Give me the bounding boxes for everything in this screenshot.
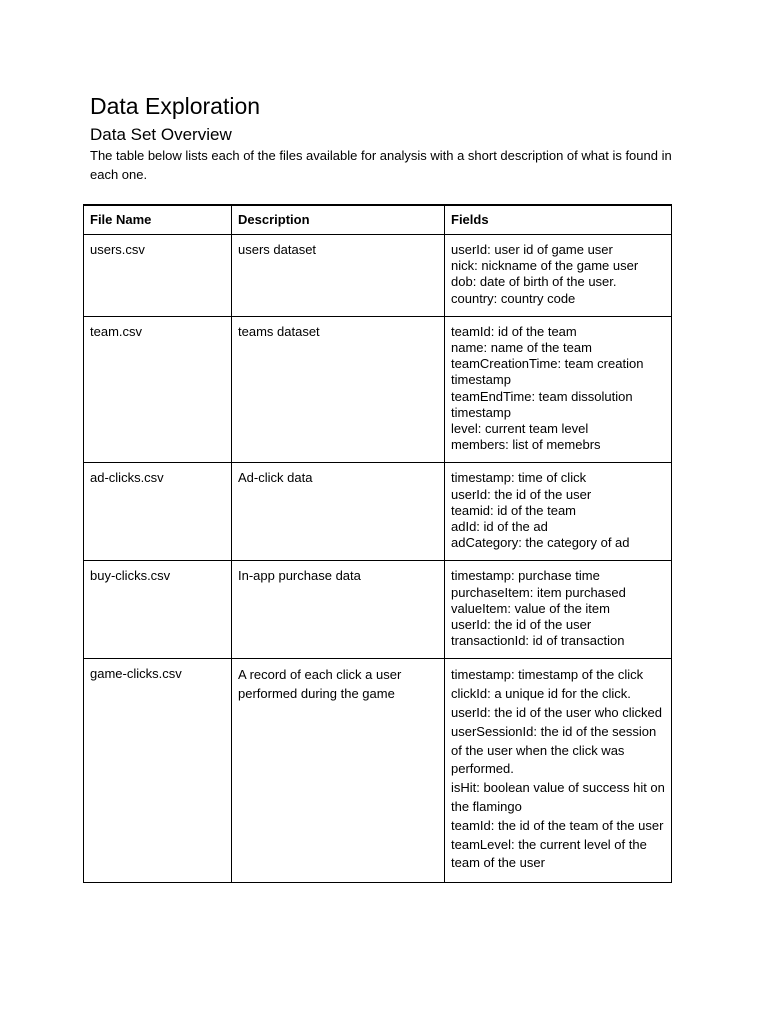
field-line: adId: id of the ad bbox=[451, 519, 548, 535]
field-line: teamLevel: the current level of the team of the user bbox=[451, 836, 647, 871]
description-cell: Ad-click data bbox=[232, 463, 445, 561]
field-line: clickId: a unique id for the click. bbox=[451, 686, 631, 702]
fields-cell bbox=[445, 659, 672, 883]
description-cell: users dataset bbox=[232, 235, 445, 317]
field-line: country: country code bbox=[451, 290, 576, 306]
description-cell: In-app purchase data bbox=[232, 561, 445, 659]
field-line: dob: date of birth of the user. bbox=[451, 274, 617, 290]
fields-cell bbox=[445, 235, 672, 317]
field-line: timestamp: timestamp of the click bbox=[451, 667, 644, 683]
field-line: teamid: id of the team bbox=[451, 502, 577, 518]
file-name-cell: game-clicks.csv bbox=[84, 659, 232, 883]
intro-paragraph: The table below lists each of the files available for analysis with a short description of what is found in each one. bbox=[90, 148, 672, 182]
field-line: timestamp: time of click bbox=[451, 470, 587, 486]
files-table bbox=[83, 204, 672, 883]
field-line: timestamp: purchase time bbox=[451, 568, 600, 584]
field-line: userId: user id of game user bbox=[451, 242, 613, 257]
table-row bbox=[84, 463, 672, 561]
fields-cell bbox=[445, 316, 672, 463]
file-name-cell: buy-clicks.csv bbox=[84, 561, 232, 659]
header-fields: Fields bbox=[445, 205, 672, 235]
field-line: nick: nickname of the game user bbox=[451, 258, 639, 274]
field-line: userId: the id of the user bbox=[451, 617, 592, 633]
table-row bbox=[84, 316, 672, 463]
table-header-row bbox=[84, 205, 672, 235]
description-cell: A record of each click a user performed during the game bbox=[232, 659, 445, 883]
field-line: teamCreationTime: team creation timestamp bbox=[451, 356, 644, 388]
field-line: purchaseItem: item purchased bbox=[451, 584, 626, 600]
field-line: userId: the id of the user who clicked bbox=[451, 705, 663, 721]
field-line: adCategory: the category of ad bbox=[451, 535, 630, 551]
fields-cell bbox=[445, 463, 672, 561]
field-line: transactionId: id of transaction bbox=[451, 633, 625, 649]
table-row bbox=[84, 659, 672, 883]
description-cell: teams dataset bbox=[232, 316, 445, 463]
table-row bbox=[84, 561, 672, 659]
field-line: userSessionId: the id of the session of the user when the click was performed. bbox=[451, 723, 657, 777]
field-line: level: current team level bbox=[451, 421, 589, 437]
file-name-cell: team.csv bbox=[84, 316, 232, 463]
field-line: name: name of the team bbox=[451, 340, 592, 356]
field-line: userId: the id of the user bbox=[451, 486, 592, 502]
table-row bbox=[84, 235, 672, 317]
header-description: Description bbox=[232, 205, 445, 235]
header-file-name: File Name bbox=[84, 205, 232, 235]
fields-cell bbox=[445, 561, 672, 659]
section-title: Data Set Overview bbox=[90, 125, 232, 144]
page-title: Data Exploration bbox=[90, 93, 261, 119]
field-line: teamId: id of the team bbox=[451, 323, 577, 339]
field-line: isHit: boolean value of success hit on the flamingo bbox=[451, 780, 665, 815]
file-name-cell: ad-clicks.csv bbox=[84, 463, 232, 561]
field-line: members: list of memebrs bbox=[451, 437, 601, 453]
field-line: teamEndTime: team dissolution timestamp bbox=[451, 388, 633, 420]
field-line: valueItem: value of the item bbox=[451, 600, 610, 616]
field-line: teamId: the id of the team of the user bbox=[451, 817, 664, 833]
file-name-cell: users.csv bbox=[84, 235, 232, 317]
